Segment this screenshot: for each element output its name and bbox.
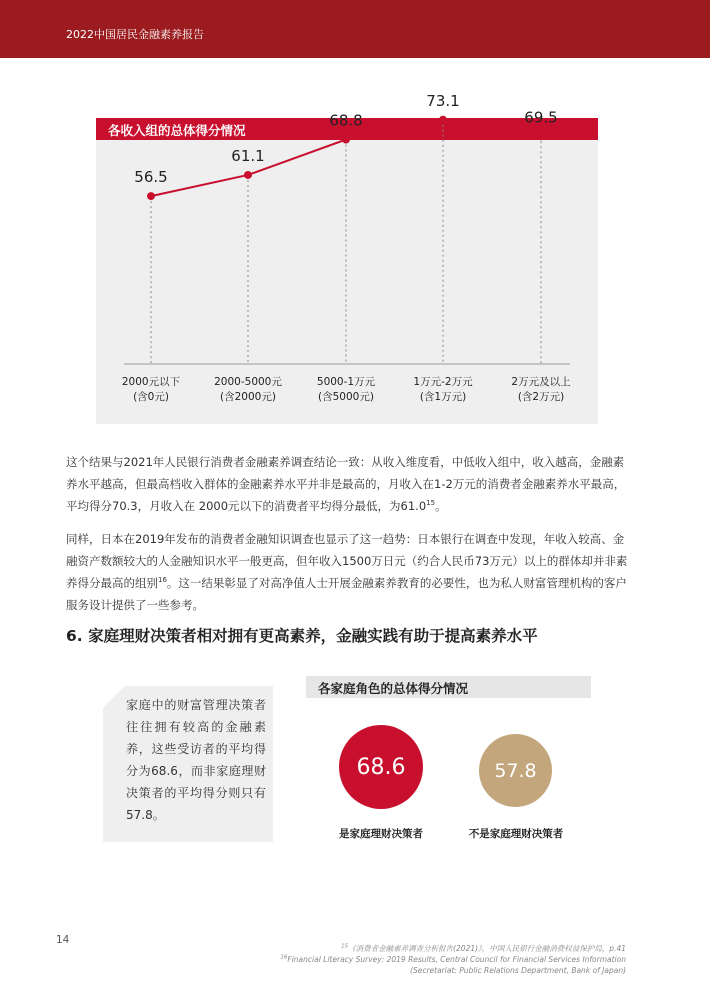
paragraph-2-text: 同样，日本在2019年发布的消费者金融知识调查也显示了这一趋势：日本银行在调查中发现，年收入较高、金融资产数额较大的人金融知识水平一般更高，但年收入1500万日元（约合人民币73万元）以上的群体却并非素养得分最高的组别 (66, 532, 628, 590)
non-decision-maker-label: 不是家庭理财决策者 (468, 828, 564, 840)
category-label-1-line-1: (含2000元) (220, 391, 276, 403)
income-chart-title: 各收入组的总体得分情况 (108, 123, 246, 138)
category-label-3-line-1: (含1万元) (419, 391, 467, 403)
category-label-2-line-1: (含5000元) (318, 391, 374, 403)
category-label-4-line-0: 2万元及以上 (511, 376, 571, 388)
decision-maker-score-circle (339, 725, 423, 809)
role-chart-title: 各家庭角色的总体得分情况 (318, 681, 469, 696)
non-decision-maker-score: 57.8 (494, 759, 537, 782)
report-title: 2022中国居民金融素养报告 (66, 28, 204, 41)
data-point-0 (147, 192, 155, 200)
decision-maker-score: 68.6 (356, 754, 406, 780)
category-label-0-line-1: (含0元) (133, 391, 169, 403)
category-label-0 (101, 375, 201, 405)
category-label-0-line-0: 2000元以下 (121, 376, 181, 388)
paragraph-1-text: 这个结果与2021年人民银行消费者金融素养调查结论一致：从收入维度看，中低收入组中，收入越高，金融素养水平越高，但最高档收入群体的金融素养水平并非是最高的，月收入在1-2万元的消费者金融素养水平最高，平均得分70.3，月收入在 2000元以下的消费者平均得分最低，为61.0 (66, 455, 626, 513)
page-header (0, 0, 710, 58)
quote-text: 家庭中的财富管理决策者往往拥有较高的金融素养，这些受访者的平均得分为68.6，而非家庭理财决策者的平均得分则只有57.8。 (126, 698, 266, 822)
category-label-4-line-1: (含2万元) (517, 391, 565, 403)
category-label-2 (296, 375, 396, 405)
category-label-3-line-0: 1万元-2万元 (413, 376, 473, 388)
role-chart-title-bar (306, 676, 591, 698)
category-label-4 (491, 375, 591, 405)
income-chart (96, 91, 598, 424)
data-point-3 (439, 116, 447, 124)
paragraph-1 (66, 451, 632, 517)
data-label-4: 69.5 (524, 108, 558, 127)
footnote-ref-15[interactable]: 15 (426, 499, 436, 508)
footnote-16-cont: (Secretariat: Public Relations Department, Bank of Japan) (410, 966, 626, 975)
category-label-2-line-0: 5000-1万元 (316, 376, 376, 388)
decision-maker-label: 是家庭理财决策者 (339, 828, 423, 840)
paragraph-2-end: 。这一结果彰显了对高净值人士开展金融素养教育的必要性，也为私人财富管理机构的客户服务设计提供了一些参考。 (66, 576, 627, 612)
data-label-2: 68.8 (329, 111, 363, 130)
paragraph-2 (66, 528, 632, 616)
footnote-16: $^{16}$Financial Literacy Survey: 2019 Results, Central Council for Financial Services Information (280, 954, 626, 964)
data-point-2 (342, 136, 350, 144)
data-point-1 (244, 171, 252, 179)
data-label-0: 56.5 (134, 168, 168, 187)
data-label-3: 73.1 (426, 91, 460, 110)
category-label-1-line-0: 2000-5000元 (214, 376, 282, 388)
section-heading: 6. 家庭理财决策者相对拥有更高素养，金融实践有助于提高素养水平 (66, 627, 538, 645)
paragraph-1-end: 。 (435, 499, 447, 513)
page-number: 14 (56, 934, 70, 946)
data-label-1: 61.1 (231, 146, 265, 165)
footnote-15: $^{15}$《消费者金融素养调查分析报告(2021)》，中国人民银行金融消费权益保护局，p.41 (341, 943, 626, 953)
data-point-4 (537, 132, 545, 140)
footnote-ref-16[interactable]: 16 (158, 576, 167, 585)
category-label-3 (393, 375, 493, 405)
category-label-1 (198, 375, 298, 405)
non-decision-maker-score-circle (479, 734, 552, 807)
